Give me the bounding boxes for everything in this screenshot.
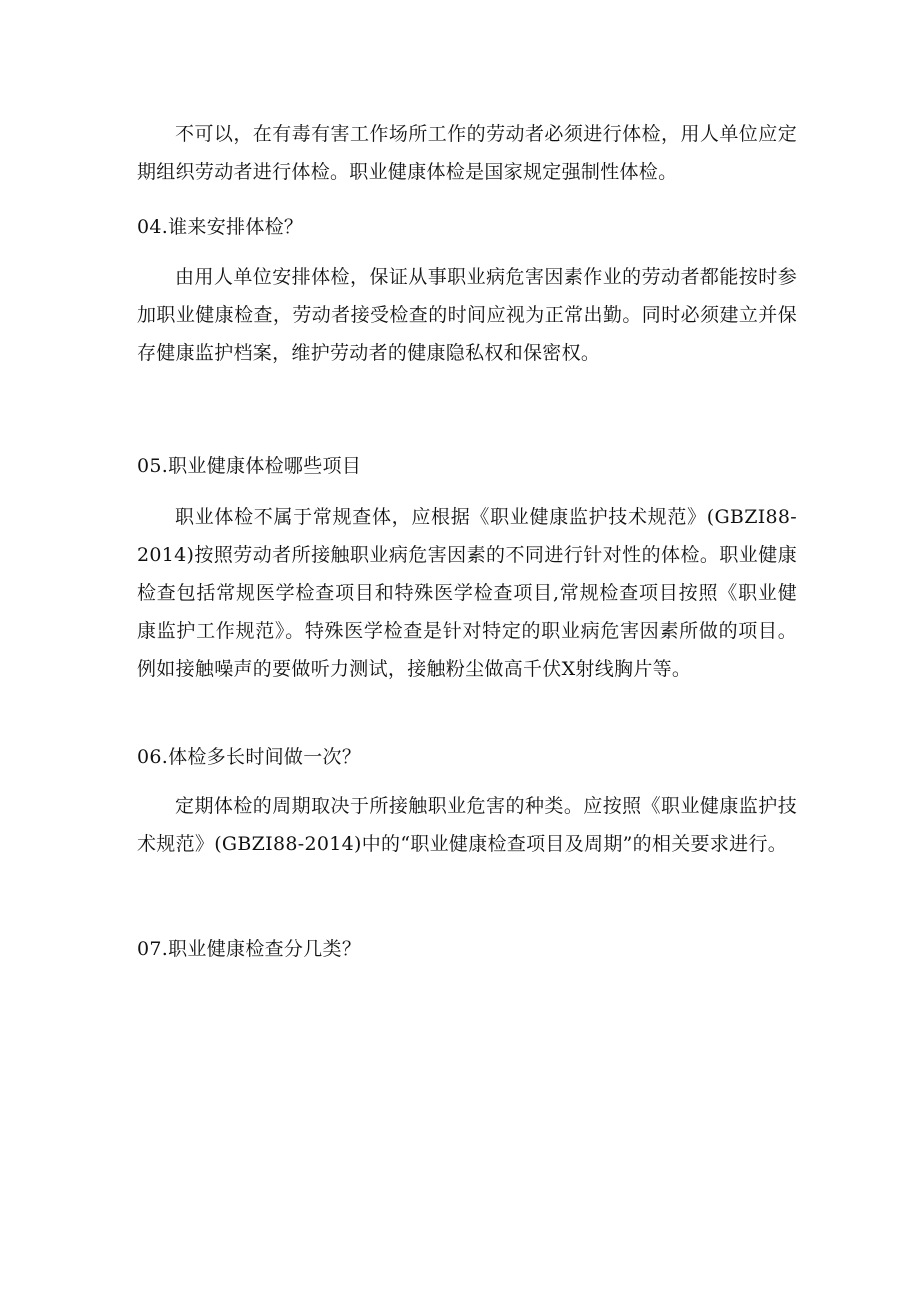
heading-question-04: 04.谁来安排体检？ — [137, 216, 304, 238]
paragraph-answer-04: 由用人单位安排体检，保证从事职业病危害因素作业的劳动者都能按时参加职业健康检查，劳动者接受检查的时间应视为正常出勤。同时必须建立并保存健康监护档案，维护劳动者的健康隐私权和保密权。 — [137, 266, 797, 364]
paragraph-answer-03: 不可以，在有毒有害工作场所工作的劳动者必须进行体检，用人单位应定期组织劳动者进行体检。职业健康体检是国家规定强制性体检。 — [137, 123, 797, 183]
paragraph-answer-05: 职业体检不属于常规查体，应根据《职业健康监护技术规范》(GBZI88-2014)按照劳动者所接触职业病危害因素的不同进行针对性的体检。职业健康检查包括常规医学检查项目和特殊医学检查项目,常规检查项目按照《职业健康监护工作规范》。特殊医学检查是针对特定的职业病危害因素所做的项目。例如接触噪声的要做听力测试，接触粉尘做高千伏X射线胸片等。 — [137, 506, 797, 680]
heading-question-05: 05.职业健康体检哪些项目 — [137, 455, 362, 477]
heading-question-06: 06.体检多长时间做一次？ — [137, 746, 362, 768]
heading-question-07: 07.职业健康检查分几类？ — [137, 938, 362, 960]
paragraph-answer-06: 定期体检的周期取决于所接触职业危害的种类。应按照《职业健康监护技术规范》(GBZI88-2014)中的“职业健康检查项目及周期”的相关要求进行。 — [137, 795, 797, 855]
